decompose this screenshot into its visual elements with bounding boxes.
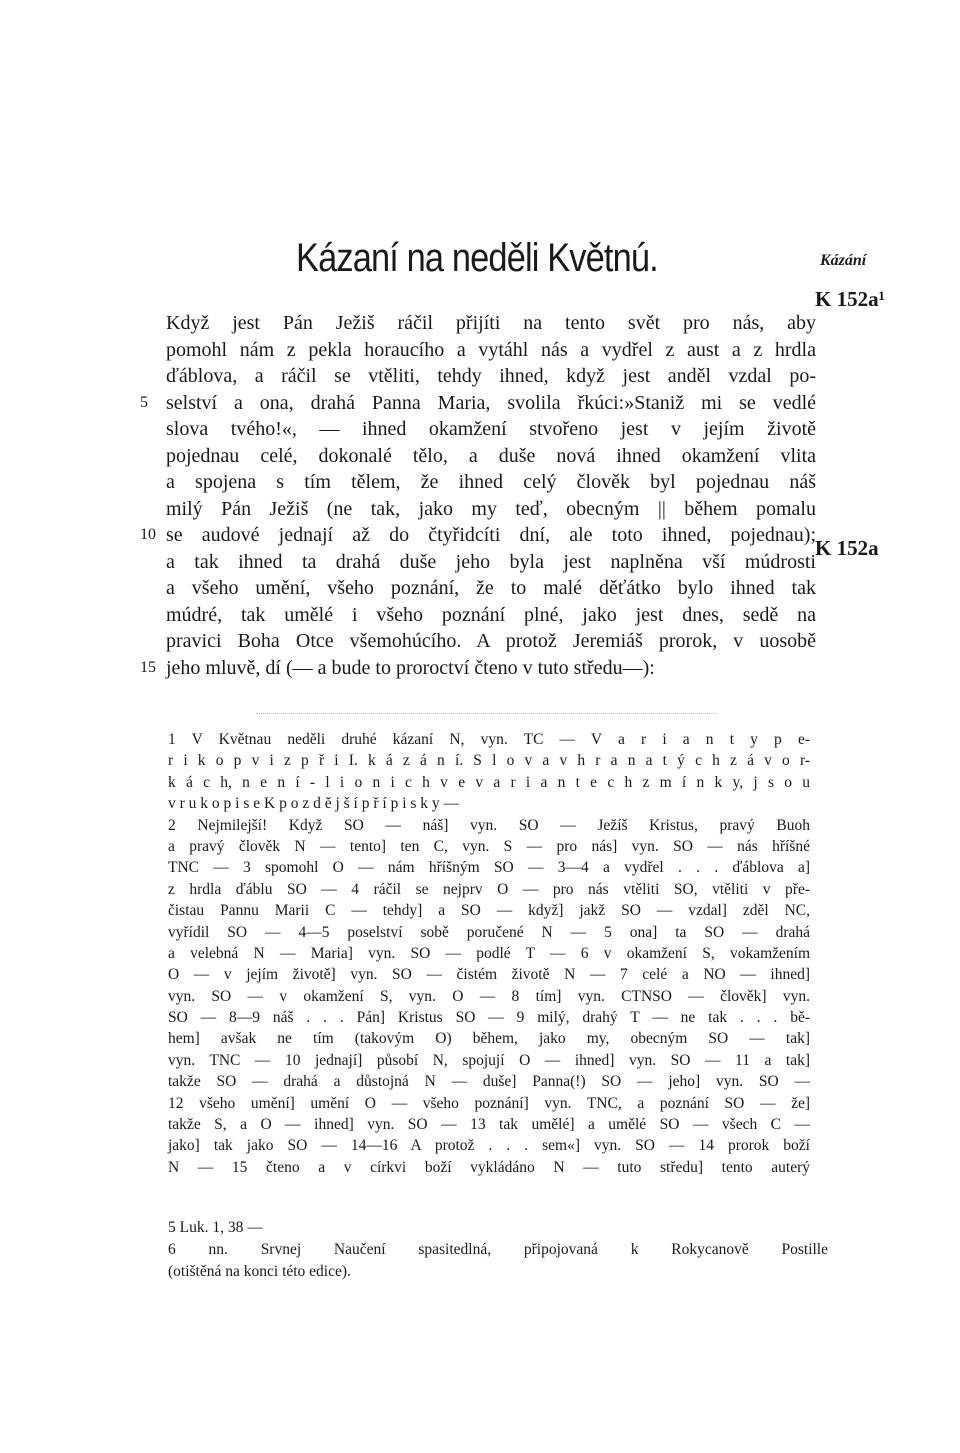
apparatus-line: SO — 8—9 náš . . . Pán] Kristus SO — 9 milý, drahý T — ne tak . . . bě-: [168, 1009, 810, 1027]
line-number: 10: [140, 526, 156, 543]
text-line: [166, 443, 816, 470]
line-text: pojednau celé, dokonalé tělo, a duše nová ihned okamžení vlita: [166, 444, 816, 467]
text-line: [166, 602, 816, 629]
margin-title: Kázání: [820, 252, 867, 269]
page-title: Kázaní na neděli Květnú.: [296, 236, 658, 280]
footnotes: [168, 1217, 828, 1283]
line-text: milý Pán Ježiš (ne tak, jako my teď, obecným || během pomalu: [166, 497, 816, 520]
text-line: [166, 469, 816, 496]
apparatus-line: r i k o p v i z p ř i I. k á z á n í. S l o v a v h r a n a t ý c h z á v o r-: [168, 752, 810, 770]
margin-reference-1: K 152a¹: [815, 287, 885, 311]
line-text: jeho mluvě, dí (— a bude to proroctví čteno v tuto středu—):: [166, 656, 655, 679]
apparatus-line: N — 15 čteno a v církvi boží vykládáno N — tuto středu] tento auterý: [168, 1158, 810, 1176]
line-text: pravici Boha Otce všemohúcího. A protož Jeremiáš prorok, v uosobě: [166, 630, 816, 652]
footnote-line: (otištěná na konci této edice).: [168, 1263, 351, 1280]
apparatus-line: vyn. TNC — 10 jednají] působí N, spojují O — ihned] vyn. SO — 11 a tak]: [168, 1051, 810, 1069]
apparatus-line: z hrdla ďáblu SO — 4 ráčil se nejprv O — pro nás vtěliti SO, vtěliti v pře-: [168, 880, 810, 898]
apparatus-line: čistau Pannu Marii C — tehdy] a SO — když] jakž SO — vzdal] zděl NC,: [168, 902, 810, 920]
text-line: [166, 416, 816, 443]
line-text: múdré, tak umělé i všeho poznání plné, jako jest dnes, sedě na: [166, 603, 816, 626]
apparatus-line: takže S, a O — ihned] vyn. SO — 13 tak umělé] a umělé SO — všech C —: [168, 1116, 810, 1134]
line-text: a tak ihned ta drahá duše jeho byla jest naplněna vší múdrosti: [166, 550, 816, 573]
apparatus-line: vyřídil SO — 4—5 poselství sobě poručené N — 5 ona] ta SO — drahá: [168, 923, 810, 941]
line-text: se audové jednají až do čtyřidcíti dní, ale toto ihned, pojednau);: [166, 524, 816, 546]
apparatus-line: 1 V Květnau neděli druhé kázaní N, vyn. TC — V a r i a n t y p e-: [168, 731, 810, 748]
line-number: 5: [140, 393, 148, 411]
text-line: [166, 337, 816, 364]
line-text: selství a ona, drahá Panna Maria, svolila řkúci:»Staniž mi se vedlé: [166, 391, 816, 414]
apparatus-line: jako] tak jako SO — 14—16 A protož . . . sem«] vyn. SO — 14 prorok boží: [168, 1137, 810, 1155]
text-line: [140, 655, 816, 682]
apparatus-line: 2 Nejmilejší! Když SO — náš] vyn. SO — Ježíš Kristus, pravý Buoh: [168, 816, 810, 834]
apparatus-line: TNC — 3 spomohl O — nám hříšným SO — 3—4 a vydřel . . . ďáblova a]: [168, 859, 810, 877]
footnote-line: 5 Luk. 1, 38 —: [168, 1219, 263, 1236]
text-line: [140, 390, 816, 417]
line-text: Když jest Pán Ježiš ráčil přijíti na tento svět pro nás, aby: [166, 312, 816, 334]
apparatus-line: a pravý člověk N — tento] ten C, vyn. S — pro nás] vyn. SO — nás hříšné: [168, 837, 810, 855]
separator-rule: [256, 713, 716, 714]
apparatus-line: k á c h, n e n í - l i o n i c h v e v a r i a n t e c h z m í n k y, j s o u: [168, 773, 810, 791]
apparatus-line: v r u k o p i s e K p o z d ě j š í p ř í p i s k y —: [168, 795, 460, 813]
critical-apparatus: [168, 729, 810, 1178]
line-text: ďáblova, a ráčil se vtěliti, tehdy ihned, když jest anděl vzdal po-: [166, 365, 816, 387]
footnote-line: 6 nn. Srvnej Naučení spasitedlná, připojovaná k Rokycanově Postille: [168, 1241, 828, 1258]
text-line: [166, 575, 816, 602]
line-text: slova tvého!«, — ihned okamžení stvořeno jest v jejím životě: [166, 418, 816, 440]
main-text: [140, 310, 816, 681]
apparatus-line: hem] avšak ne tím (takovým O) během, jako my, obecným SO — tak]: [168, 1030, 810, 1048]
apparatus-line: takže SO — drahá a důstojná N — duše] Panna(!) SO — jeho] vyn. SO —: [168, 1073, 810, 1091]
line-text: pomohl nám z pekla horaucího a vytáhl nás a vydřel z aust a z hrdla: [166, 338, 816, 361]
line-text: a spojena s tím tělem, že ihned celý člověk byl pojednau náš: [166, 471, 816, 493]
text-line: [166, 549, 816, 576]
text-line: [166, 628, 816, 655]
line-text: a všeho umění, všeho poznání, že to malé děťátko bylo ihned tak: [166, 577, 816, 599]
apparatus-line: vyn. SO — v okamžení S, vyn. O — 8 tím] vyn. CTNSO — člověk] vyn.: [168, 987, 810, 1005]
margin-reference-2: K 152a: [815, 536, 879, 560]
text-line: [140, 522, 816, 549]
text-line: [166, 363, 816, 390]
text-line: [166, 496, 816, 523]
text-line: [166, 310, 816, 337]
apparatus-line: 12 všeho umění] umění O — všeho poznání] vyn. TNC, a poznání SO — že]: [168, 1094, 810, 1112]
apparatus-line: a velebná N — Maria] vyn. SO — podlé T — 6 v okamžení S, vokamžením: [168, 944, 810, 962]
apparatus-line: O — v jejím životě] vyn. SO — čistém životě N — 7 celé a NO — ihned]: [168, 966, 810, 984]
line-number: 15: [140, 658, 156, 676]
